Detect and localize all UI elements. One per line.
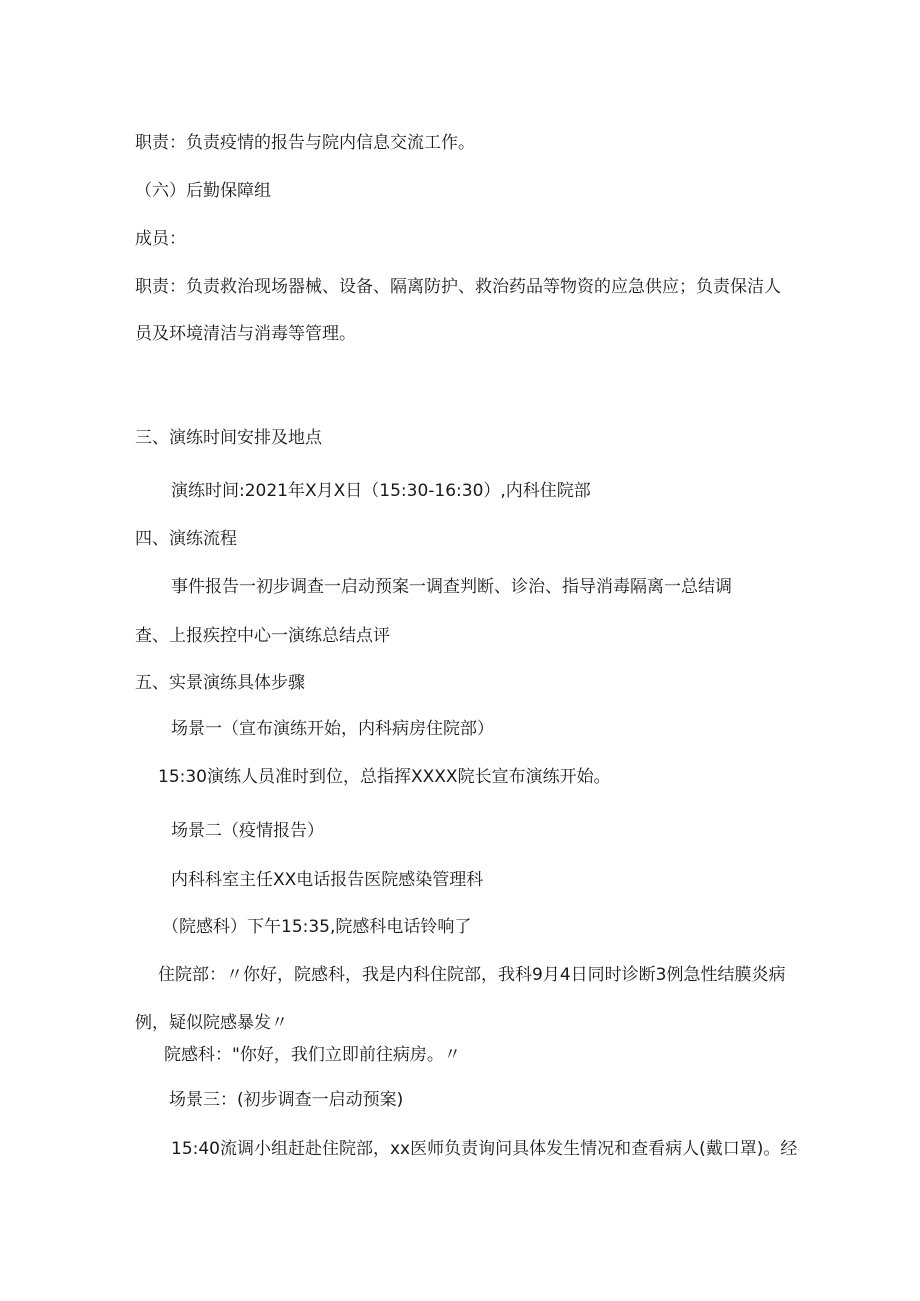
duty-text-reporting: 职责：负责疫情的报告与院内信息交流工作。 bbox=[135, 133, 475, 153]
scene-2-ward-dialogue-cont: 例，疑似院感暴发〃 bbox=[135, 1013, 288, 1033]
section-logistics-heading: （六）后勤保障组 bbox=[135, 181, 271, 201]
drill-process-text-cont: 查、上报疾控中心一演练总结点评 bbox=[135, 626, 390, 646]
scene-2-heading: 场景二（疫情报告） bbox=[171, 821, 324, 841]
duty-text-logistics: 职责：负责救治现场器械、设备、隔离防护、救治药品等物资的应急供应；负责保洁人 bbox=[135, 277, 781, 297]
scene-1-text: 15:30演练人员准时到位，总指挥XXXX院长宣布演练开始。 bbox=[158, 767, 611, 787]
members-label: 成员： bbox=[135, 229, 186, 249]
scene-2-text: 内科科室主任XX电话报告医院感染管理科 bbox=[171, 870, 484, 890]
scene-3-heading: 场景三：(初步调查一启动预案) bbox=[169, 1090, 404, 1110]
section-4-heading: 四、演练流程 bbox=[135, 529, 237, 549]
section-5-heading: 五、实景演练具体步骤 bbox=[135, 673, 305, 693]
duty-text-logistics-cont: 员及环境清洁与消毒等管理。 bbox=[135, 324, 356, 344]
scene-3-text: 15:40流调小组赶赴住院部，xx医师负责询问具体发生情况和查看病人(戴口罩)。经 bbox=[171, 1139, 798, 1159]
section-3-heading: 三、演练时间安排及地点 bbox=[135, 428, 322, 448]
scene-2-infection-dept: （院感科）下午15:35,院感科电话铃响了 bbox=[162, 917, 472, 937]
scene-1-heading: 场景一（宣布演练开始，内科病房住院部） bbox=[171, 719, 494, 739]
scene-2-infection-reply: 院感科："你好，我们立即前往病房。〃 bbox=[164, 1045, 461, 1065]
drill-time-text: 演练时间:2021年X月X日（15:30-16:30）,内科住院部 bbox=[171, 481, 591, 501]
scene-2-ward-dialogue: 住院部：〃你好，院感科，我是内科住院部，我科9月4日同时诊断3例急性结膜炎病 bbox=[158, 965, 786, 985]
drill-process-text: 事件报告一初步调查一启动预案一调查判断、诊治、指导消毒隔离一总结调 bbox=[171, 577, 732, 597]
